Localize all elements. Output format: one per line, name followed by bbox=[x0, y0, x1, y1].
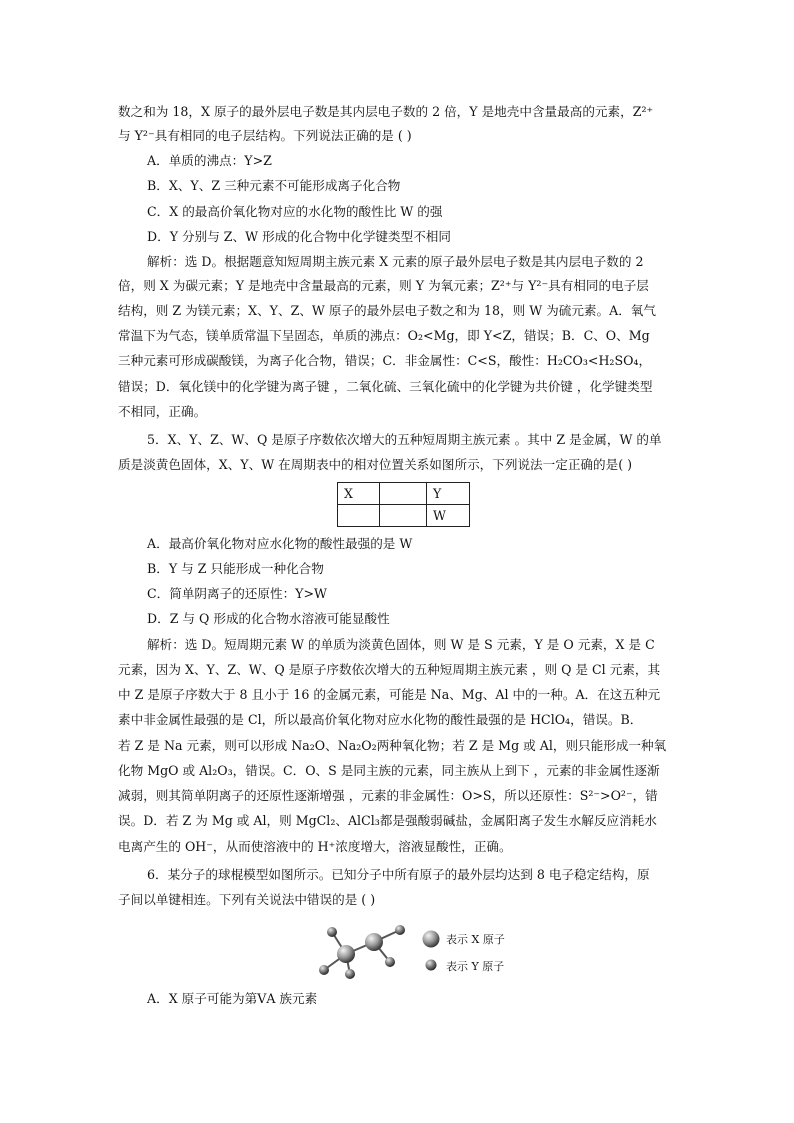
legend-x-atom-icon bbox=[421, 929, 441, 949]
table-cell: X bbox=[338, 483, 380, 505]
question-5-stem-line-2: 质是淡黄色固体，X、Y、W 在周期表中的相对位置关系如图所示，下列说法一定正确的是( ) bbox=[118, 457, 633, 472]
table-cell: Y bbox=[427, 483, 470, 505]
question-5-option-d: D．Z 与 Q 形成的化合物水溶液可能显酸性 bbox=[147, 611, 390, 626]
question-6-stem-line-2: 子间以单键相连。下列有关说法中错误的是 ( ) bbox=[118, 892, 376, 907]
x-atom bbox=[365, 933, 383, 951]
question-4-stem-line-1: 数之和为 18，X 原子的最外层电子数是其内层电子数的 2 倍，Y 是地壳中含量最高的元素，Z²⁺ bbox=[118, 104, 654, 119]
question-5-explanation-line-8: 误。D．若 Z 为 Mg 或 Al，则 MgCl₂、AlCl₃都是强酸弱碱盐，金属阳离子发生水解反应消耗水 bbox=[118, 813, 657, 828]
question-4-option-c: C．X 的最高价氧化物对应的水化物的酸性比 W 的强 bbox=[147, 204, 443, 219]
y-atom bbox=[319, 965, 329, 975]
question-4-option-a: A．单质的沸点：Y>Z bbox=[147, 153, 272, 168]
question-5-explanation-line-9: 电离产生的 OH⁻，从而使溶液中的 H⁺浓度增大，溶液显酸性，正确。 bbox=[118, 839, 512, 854]
table-cell bbox=[338, 505, 380, 527]
question-4-option-d: D．Y 分别与 Z、W 形成的化合物中化学键类型不相同 bbox=[147, 229, 451, 244]
question-4-stem-line-2: 与 Y²⁻具有相同的电子层结构。下列说法正确的是 ( ) bbox=[118, 128, 412, 143]
question-6-stem-line-1: 6．某分子的球棍模型如图所示。已知分子中所有原子的最外层均达到 8 电子稳定结构，原 bbox=[147, 867, 650, 882]
question-4-explanation-line-4: 常温下为气态，镁单质常温下呈固态，单质的沸点：O₂<Mg，即 Y<Z，错误；B．C、O、Mg bbox=[118, 328, 650, 343]
periodic-position-table bbox=[337, 482, 470, 527]
table-cell bbox=[380, 483, 427, 505]
question-5-explanation-line-6: 化物 MgO 或 Al₂O₃，错误。C．O、S 是同主族的元素，同主族从上到下 ，元素的非金属性逐渐 bbox=[118, 763, 660, 778]
question-5-explanation-line-2: 元素，因为 X、Y、Z、W、Q 是原子序数依次增大的五种短周期主族元素 ，则 Q 是 Cl 元素，其 bbox=[118, 662, 661, 677]
question-5-option-b: B．Y 与 Z 只能形成一种化合物 bbox=[147, 561, 324, 576]
x-atom bbox=[337, 945, 355, 963]
table-row bbox=[338, 505, 470, 527]
y-atom bbox=[327, 927, 337, 937]
question-5-explanation-line-5: 若 Z 是 Na 元素，则可以形成 Na₂O、Na₂O₂两种氧化物；若 Z 是 Mg 或 Al，则只能形成一种氧 bbox=[118, 738, 667, 753]
y-atom bbox=[345, 969, 355, 979]
question-5-option-c: C．简单阴离子的还原性：Y>W bbox=[147, 586, 327, 601]
question-4-explanation-line-3: 结构，则 Z 为镁元素；X、Y、Z、W 原子的最外层电子数之和为 18，则 W 为硫元素。A．氧气 bbox=[118, 303, 656, 318]
question-4-explanation-line-2: 倍，则 X 为碳元素；Y 是地壳中含量最高的元素，则 Y 为氧元素；Z²⁺与 Y²⁻具有相同的电子层 bbox=[118, 278, 649, 293]
question-5-explanation-line-1: 解析：选 D。短周期元素 W 的单质为淡黄色固体，则 W 是 S 元素，Y 是 O 元素，X 是 C bbox=[147, 637, 655, 652]
question-4-explanation-line-7: 不相同，正确。 bbox=[118, 404, 207, 419]
question-5-option-a: A．最高价氧化物对应水化物的酸性最强的是 W bbox=[147, 536, 413, 551]
question-5-explanation-line-3: 中 Z 是原子序数大于 8 且小于 16 的金属元素，可能是 Na、Mg、Al 中的一种。A．在这五种元 bbox=[118, 687, 661, 702]
question-4-explanation-line-6: 错误；D．氧化镁中的化学键为离子键 ，二氧化硫、三氧化硫中的化学键为共价键 ，化学键类型 bbox=[118, 379, 653, 394]
question-5-explanation-line-7: 减弱，则其简单阴离子的还原性逐渐增强 ，元素的非金属性：O>S，所以还原性：S²⁻>O²⁻，错 bbox=[118, 788, 658, 803]
table-cell bbox=[380, 505, 427, 527]
question-4-explanation-line-1: 解析：选 D。根据题意知短周期主族元素 X 元素的原子最外层电子数是其内层电子数的 2 bbox=[147, 254, 644, 269]
y-atom bbox=[395, 925, 405, 935]
question-5-stem-line-1: 5．X、Y、Z、W、Q 是原子序数依次增大的五种短周期主族元素 。其中 Z 是金属，W 的单 bbox=[147, 432, 662, 447]
table-cell: W bbox=[427, 505, 470, 527]
legend-y-atom-icon bbox=[424, 958, 438, 972]
question-5-explanation-line-4: 素中非金属性最强的是 Cl，所以最高价氧化物对应水化物的酸性最强的是 HClO₄，错误。B． bbox=[118, 712, 643, 727]
table-row bbox=[338, 483, 470, 505]
question-4-explanation-line-5: 三种元素可形成碳酸镁，为离子化合物，错误；C．非金属性：C<S，酸性：H₂CO₃<H₂SO₄， bbox=[118, 353, 652, 368]
y-atom bbox=[385, 957, 395, 967]
legend-y-label: 表示 Y 原子 bbox=[446, 960, 505, 973]
ball-and-stick-model bbox=[310, 918, 420, 980]
legend-x-label: 表示 X 原子 bbox=[446, 933, 505, 946]
question-4-option-b: B．X、Y、Z 三种元素不可能形成离子化合物 bbox=[147, 178, 401, 193]
question-6-option-a: A．X 原子可能为第ⅤA 族元素 bbox=[147, 991, 318, 1006]
